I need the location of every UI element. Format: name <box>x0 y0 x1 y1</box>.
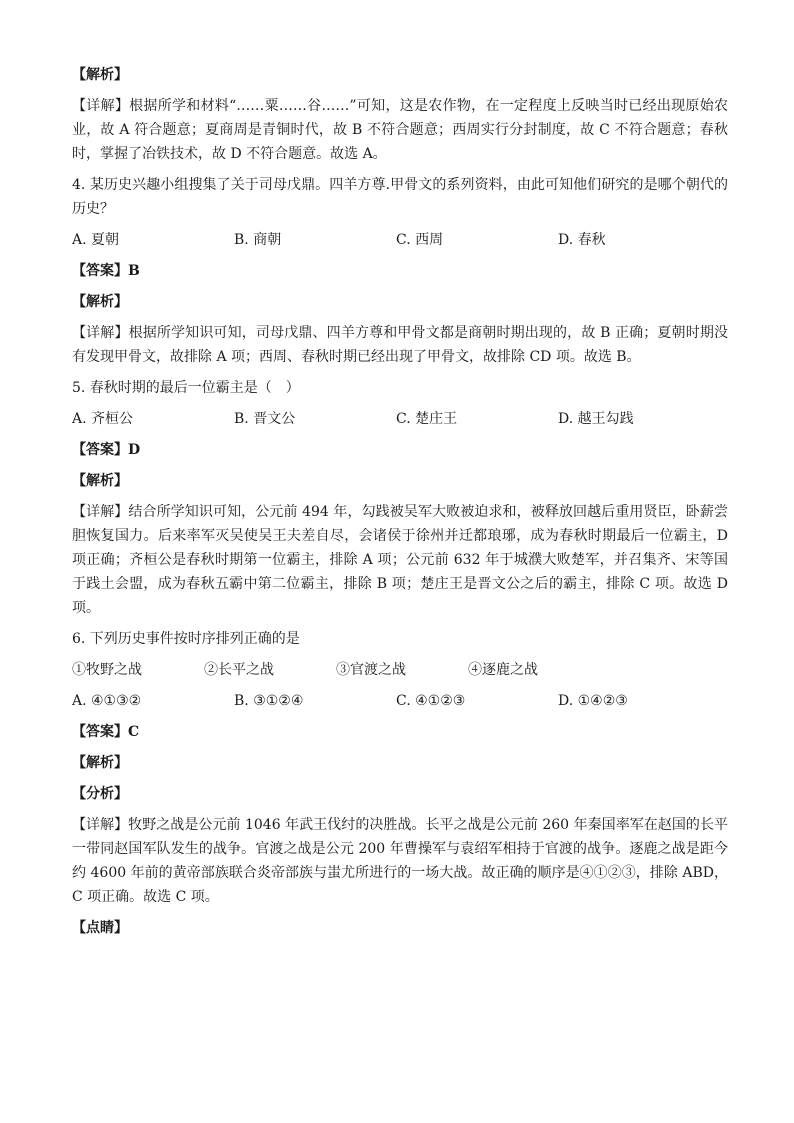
q3-detail: 【详解】根据所学和材料“……粟……谷……”可知，这是农作物，在一定程度上反映当时已经出现原始农业，故 A 符合题意；夏商周是青铜时代，故 B 不符合题意；西周实行分封制度，故 C 不符合题意；春秋时，掌握了冶铁技术，故 D 不符合题意。故选 A。 <box>72 98 728 162</box>
analysis-heading: 【解析】 <box>72 67 128 83</box>
q6-analysis-heading: 【解析】 <box>72 755 128 771</box>
q5-options <box>72 407 728 431</box>
q4-analysis-heading: 【解析】 <box>72 294 128 310</box>
q6-event-3: ③官渡之战 <box>336 662 406 678</box>
q4-answer: 【答案】B <box>72 263 140 279</box>
q5-option-c: C. 楚庄王 <box>396 411 458 427</box>
q4-option-c: C. 西周 <box>396 232 444 248</box>
q5-option-d: D. 越王勾践 <box>558 411 634 427</box>
q4-option-a: A. 夏朝 <box>72 232 120 248</box>
q6-dianjing-heading: 【点睛】 <box>72 920 128 936</box>
q6-option-a: A. ④①③② <box>72 693 142 709</box>
q5-option-b: B. 晋文公 <box>234 411 296 427</box>
q4-option-d: D. 春秋 <box>558 232 606 248</box>
q6-stem: 6. 下列历史事件按时序排列正确的是 <box>72 631 300 647</box>
q4-option-b: B. 商朝 <box>234 232 282 248</box>
q6-option-b: B. ③①②④ <box>234 693 304 709</box>
q5-option-a: A. 齐桓公 <box>72 411 134 427</box>
q6-events <box>72 658 728 682</box>
q6-event-1: ①牧野之战 <box>72 662 142 678</box>
q5-analysis-heading: 【解析】 <box>72 473 128 489</box>
q5-answer: 【答案】D <box>72 442 141 458</box>
q5-detail: 【详解】结合所学知识可知，公元前 494 年，勾践被吴军大败被迫求和，被释放回越后重用贤臣，卧薪尝胆恢复国力。后来率军灭吴使吴王夫差自尽，会诸侯于徐州并迁都琅琊，成为春秋时期最后一位霸主，D 项正确；齐桓公是春秋时期第一位霸主，排除 A 项；公元前 632 年于城濮大败楚军，并召集齐、宋等国于践土会盟，成为春秋五霸中第二位霸主，排除 B 项；楚庄王是晋文公之后的霸主，排除 C 项。故选 D 项。 <box>72 504 728 616</box>
q6-option-d: D. ①④②③ <box>558 693 628 709</box>
q4-options <box>72 228 728 252</box>
q5-stem: 5. 春秋时期的最后一位霸主是（ ） <box>72 380 300 396</box>
document-content <box>72 63 728 947</box>
q6-fenxi-heading: 【分析】 <box>72 786 128 802</box>
q6-options <box>72 689 728 713</box>
q6-event-2: ②长平之战 <box>204 662 274 678</box>
q6-option-c: C. ④①②③ <box>396 693 466 709</box>
q6-detail: 【详解】牧野之战是公元前 1046 年武王伐纣的决胜战。长平之战是公元前 260 年秦国率军在赵国的长平一带同赵国军队发生的战争。官渡之战是公元 200 年曹操军与袁绍军相持于官渡的战争。逐鹿之战是距今约 4600 年前的黄帝部族联合炎帝部族与蚩尤所进行的一场大战。故正确的顺序是④①②③，排除 ABD，C 项正确。故选 C 项。 <box>72 817 728 905</box>
q6-answer: 【答案】C <box>72 724 140 740</box>
q4-stem: 4. 某历史兴趣小组搜集了关于司母戊鼎。四羊方尊.甲骨文的系列资料，由此可知他们研究的是哪个朝代的历史？ <box>72 177 728 217</box>
q4-detail: 【详解】根据所学知识可知，司母戊鼎、四羊方尊和甲骨文都是商朝时期出现的，故 B 正确；夏朝时期没有发现甲骨文，故排除 A 项；西周、春秋时期已经出现了甲骨文，故排除 CD 项。故选 B。 <box>72 325 728 365</box>
q6-event-4: ④逐鹿之战 <box>468 662 538 678</box>
